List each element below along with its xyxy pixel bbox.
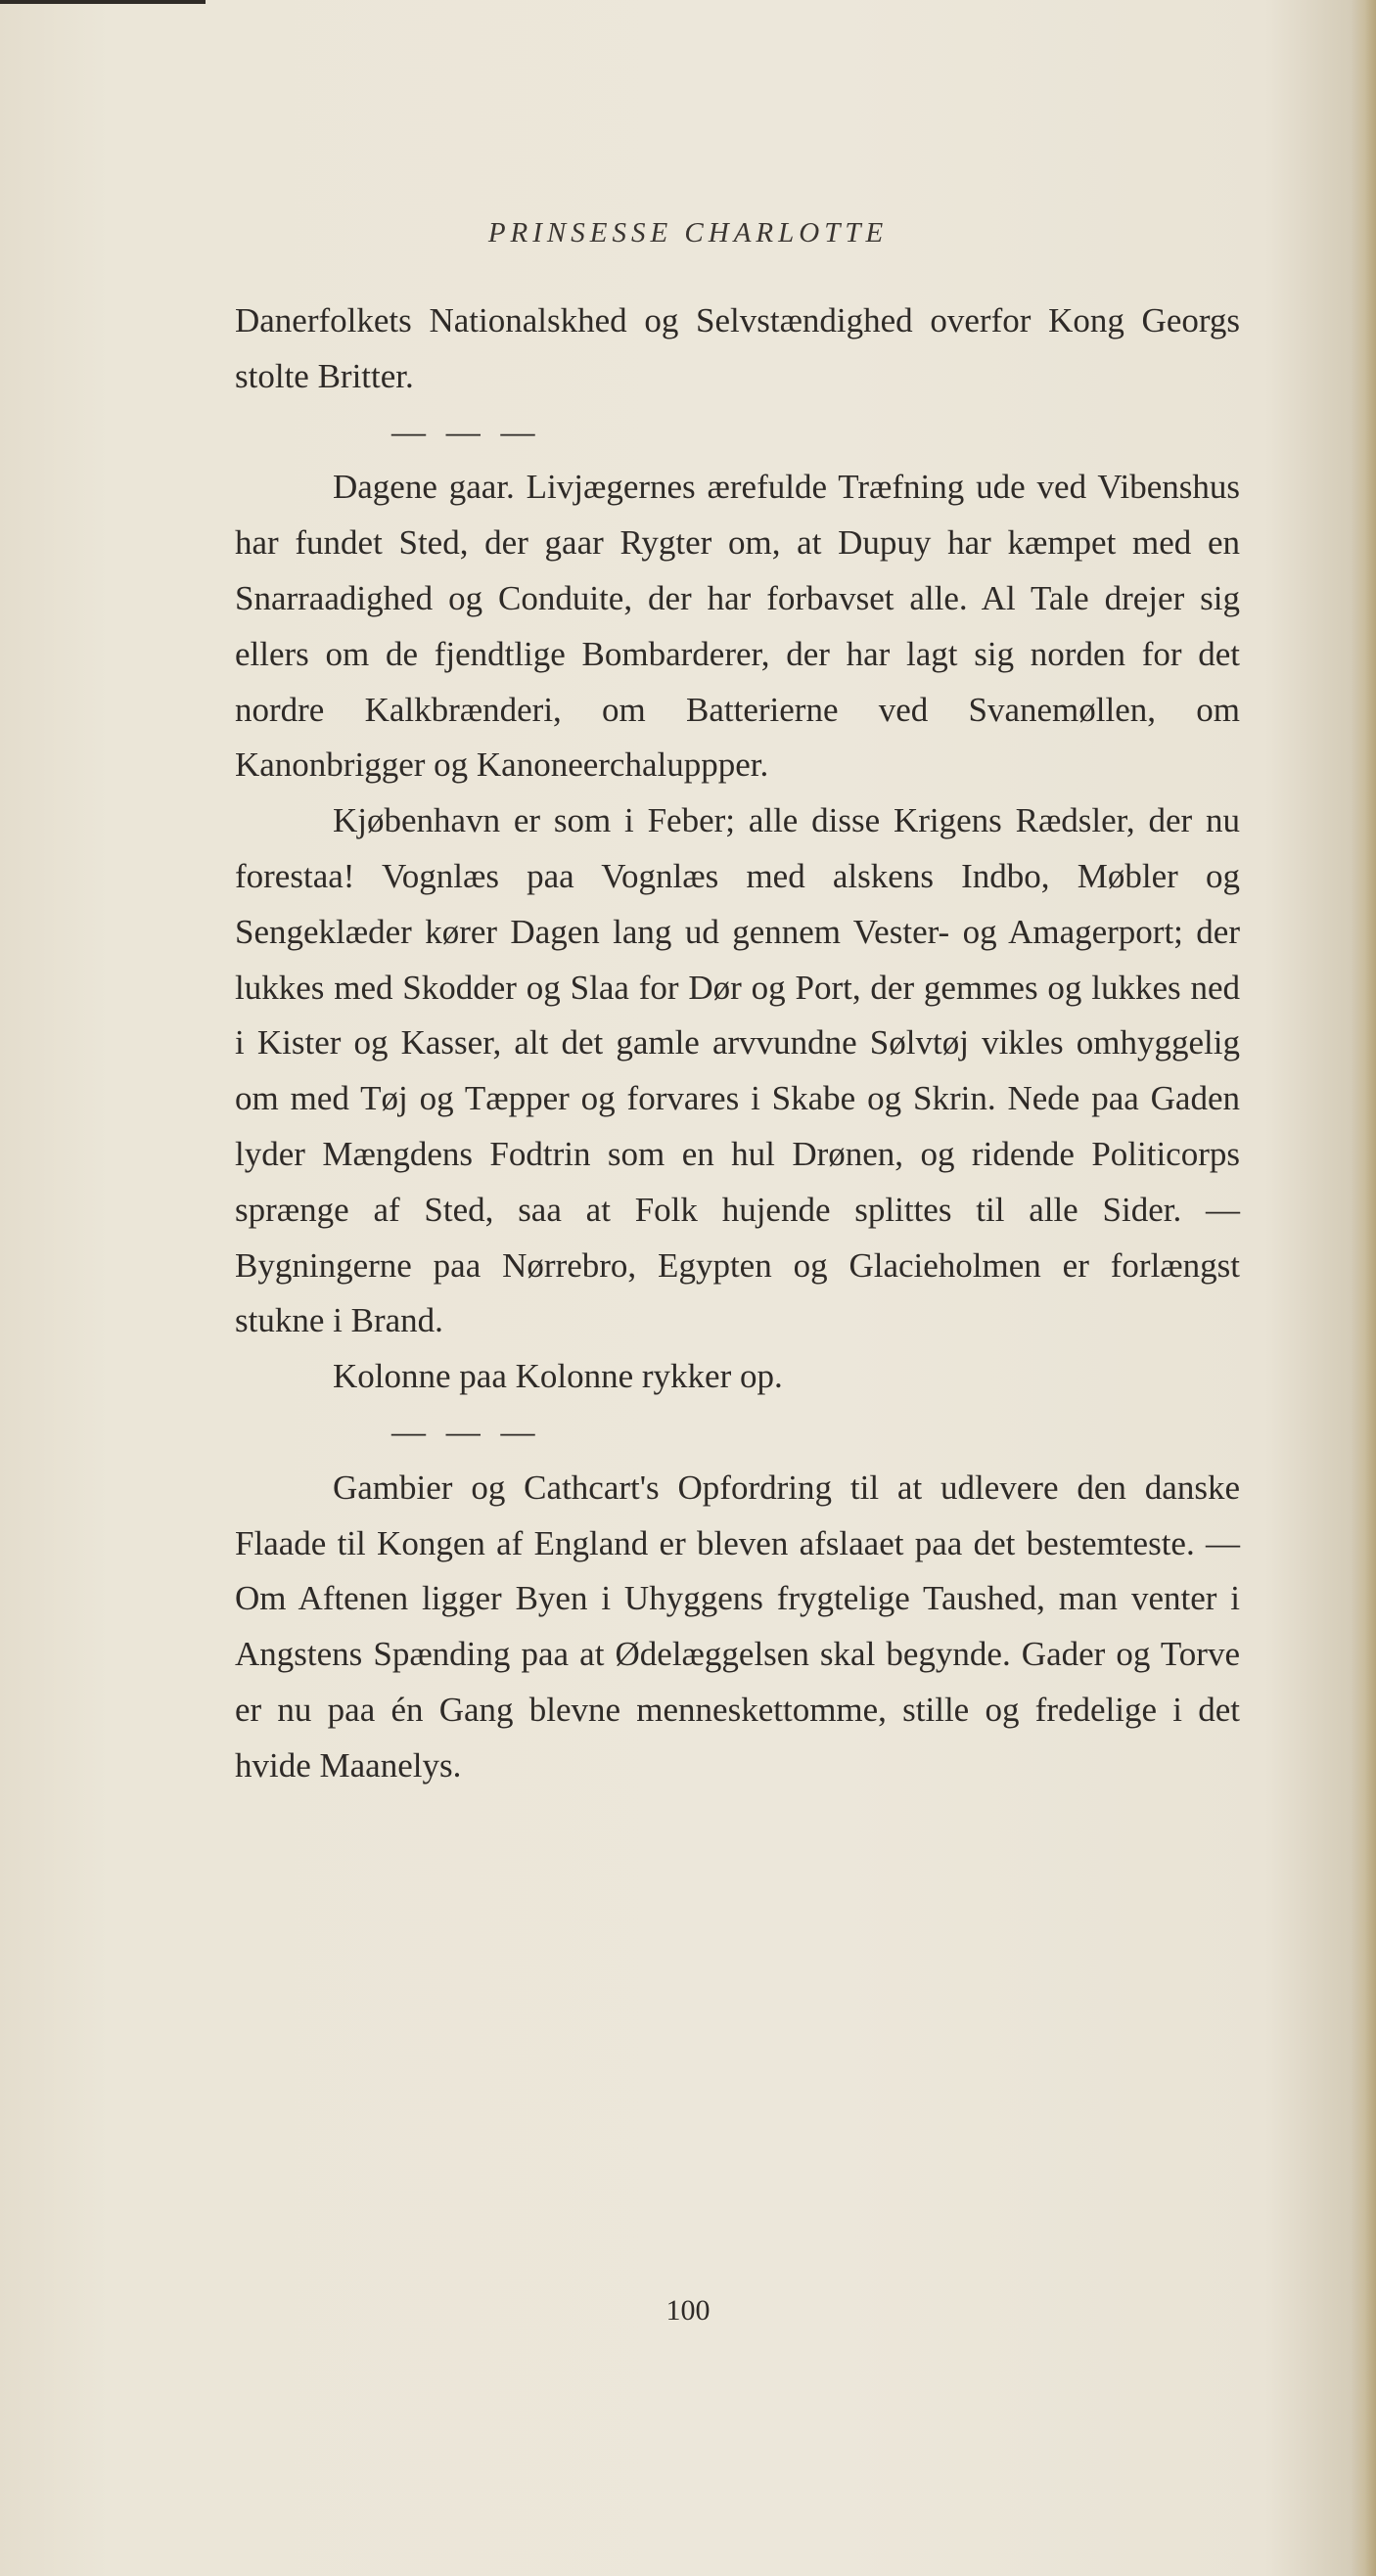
top-rule (0, 0, 206, 4)
paragraph-continuation: Danerfolkets Nationalskhed og Selvstændighed overfor Kong Georgs stolte Britter. (235, 301, 1240, 395)
page-edge-shadow (1351, 0, 1376, 2576)
paragraph: Gambier og Cathcart's Opfordring til at udlevere den danske Flaade til Kongen af England er bleven afslaaet paa det bestemteste. — Om Aftenen ligger Byen i Uhyggens frygtelige Taushed, man venter i Angstens Spænding paa at Ødelæggelsen skal begynde. Gader og Torve er nu paa én Gang blevne menneskettomme, stille og fredelige i det hvide Maanelys. (235, 1468, 1240, 1785)
paragraph: Kjøbenhavn er som i Feber; alle disse Krigens Rædsler, der nu forestaa! Vognlæs paa Vognlæs med alskens Indbo, Møbler og Sengeklæder kører Dagen lang ud gennem Vester- og Amagerport; der lukkes med Skodder og Slaa for Dør og Port, der gemmes og lukkes ned i Kister og Kasser, alt det gamle arvvundne Sølvtøj vikles omhyggelig om med Tøj og Tæpper og forvares i Skabe og Skrin. Nede paa Gaden lyder Mængdens Fodtrin som en hul Drønen, og ridende Politicorps sprænge af Sted, saa at Folk hujende splittes til alle Sider. — Bygningerne paa Nørrebro, Egypten og Glacieholmen er forlængst stukne i Brand. (235, 801, 1240, 1340)
body-text (235, 294, 1240, 1794)
paragraph: Kolonne paa Kolonne rykker op. (333, 1357, 783, 1396)
section-separator: — — — (391, 412, 541, 451)
paragraph: Dagene gaar. Livjægernes ærefulde Træfning ude ved Vibenshus har fundet Sted, der gaar Rygter om, at Dupuy har kæmpet med en Snarraadighed og Conduite, der har forbavset alle. Al Tale drejer sig ellers om de fjendtlige Bombarderer, der har lagt sig norden for det nordre Kalkbrænderi, om Batterierne ved Svanemøllen, om Kanonbrigger og Kanoneerchaluppper. (235, 468, 1240, 785)
running-head: PRINSESSE CHARLOTTE (487, 217, 889, 249)
page-number: 100 (665, 2294, 711, 2327)
section-separator: — — — (391, 1412, 541, 1451)
